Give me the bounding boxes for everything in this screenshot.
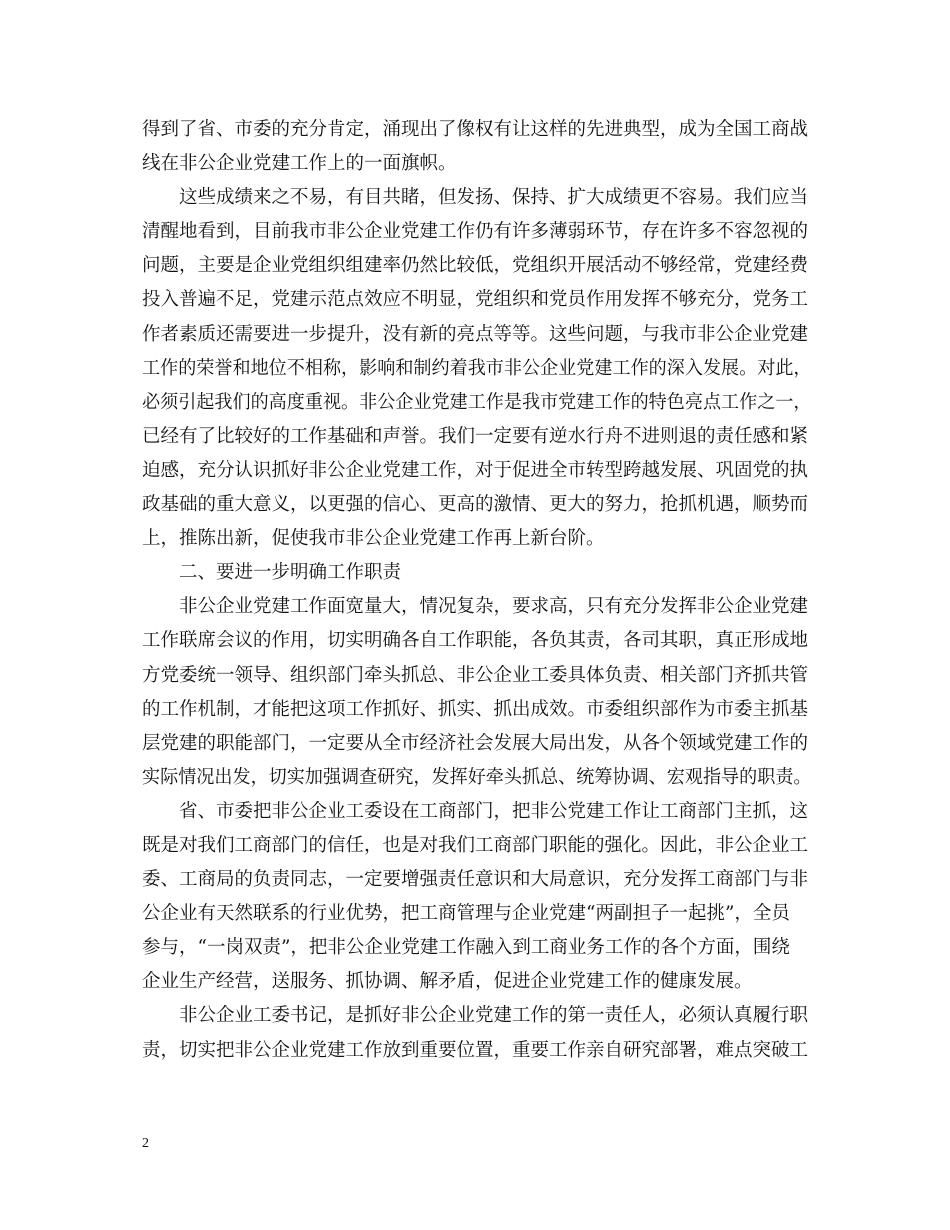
- text-line: 作者素质还需要进一步提升，没有新的亮点等等。这些问题，与我市非公企业党建: [142, 323, 809, 345]
- body-text: [142, 113, 812, 1068]
- text-line: 清醒地看到，目前我市非公企业党建工作仍有许多薄弱环节，存在许多不容忽视的: [142, 221, 809, 243]
- text-line: 方党委统一领导、组织部门牵头抓总、非公企业工委具体负责、相关部门齐抓共管: [142, 664, 809, 686]
- text-line: 公企业有天然联系的行业优势，把工商管理与企业党建“两副担子一起挑”，全员: [142, 903, 790, 925]
- text-line: 投入普遍不足，党建示范点效应不明显，党组织和党员作用发挥不够充分，党务工: [142, 289, 809, 311]
- text-line: 的工作机制，才能把这项工作抓好、抓实、抓出成效。市委组织部作为市委主抓基: [142, 698, 809, 720]
- text-line: 迫感，充分认识抓好非公企业党建工作，对于促进全市转型跨越发展、巩固党的执: [142, 459, 809, 481]
- text-line: 这些成绩来之不易，有目共睹，但发扬、保持、扩大成绩更不容易。我们应当: [179, 187, 809, 209]
- text-line: 既是对我们工商部门的信任，也是对我们工商部门职能的强化。因此，非公企业工: [142, 834, 809, 856]
- text-line: 委、工商局的负责同志，一定要增强责任意识和大局意识，充分发挥工商部门与非: [142, 869, 809, 891]
- text-line: 省、市委把非公企业工委设在工商部门，把非公党建工作让工商部门主抓，这: [179, 800, 809, 822]
- text-line: 工作的荣誉和地位不相称，影响和制约着我市非公企业党建工作的深入发展。对此，: [142, 357, 812, 379]
- text-line: 政基础的重大意义，以更强的信心、更高的激情、更大的努力，抢抓机遇，顺势而: [142, 494, 809, 516]
- text-line: 线在非公企业党建工作上的一面旗帜。: [142, 153, 457, 175]
- text-line: 问题，主要是企业党组织组建率仍然比较低，党组织开展活动不够经常，党建经费: [142, 255, 809, 277]
- text-line: 必须引起我们的高度重视。非公企业党建工作是我市党建工作的特色亮点工作之一，: [142, 391, 812, 413]
- text-line: 工作联席会议的作用，切实明确各自工作职能，各负其责，各司其职，真正形成地: [142, 630, 809, 652]
- text-line: 实际情况出发，切实加强调查研究，发挥好牵头抓总、统筹协调、宏观指导的职责。: [142, 766, 812, 788]
- text-line: 企业生产经营，送服务、抓协调、解矛盾，促进企业党建工作的健康发展。: [142, 971, 753, 993]
- text-line: 已经有了比较好的工作基础和声誉。我们一定要有逆水行舟不进则退的责任感和紧: [142, 425, 809, 447]
- text-line: 得到了省、市委的充分肯定，涌现出了像权有让这样的先进典型，成为全国工商战: [142, 119, 809, 140]
- text-line: 上，推陈出新，促使我市非公企业党建工作再上新台阶。: [142, 528, 605, 550]
- text-line: 二、要进一步明确工作职责: [179, 562, 402, 584]
- page-number: 2: [142, 1136, 149, 1151]
- text-line: 参与，“一岗双责”，把非公企业党建工作融入到工商业务工作的各个方面，围绕: [142, 937, 790, 959]
- text-line: 非公企业工委书记，是抓好非公企业党建工作的第一责任人，必须认真履行职: [179, 1005, 809, 1027]
- text-line: 层党建的职能部门，一定要从全市经济社会发展大局出发，从各个领域党建工作的: [142, 732, 809, 754]
- text-line: 责，切实把非公企业党建工作放到重要位置，重要工作亲自研究部署，难点突破工: [142, 1039, 809, 1061]
- text-line: 非公企业党建工作面宽量大，情况复杂，要求高，只有充分发挥非公企业党建: [179, 596, 809, 618]
